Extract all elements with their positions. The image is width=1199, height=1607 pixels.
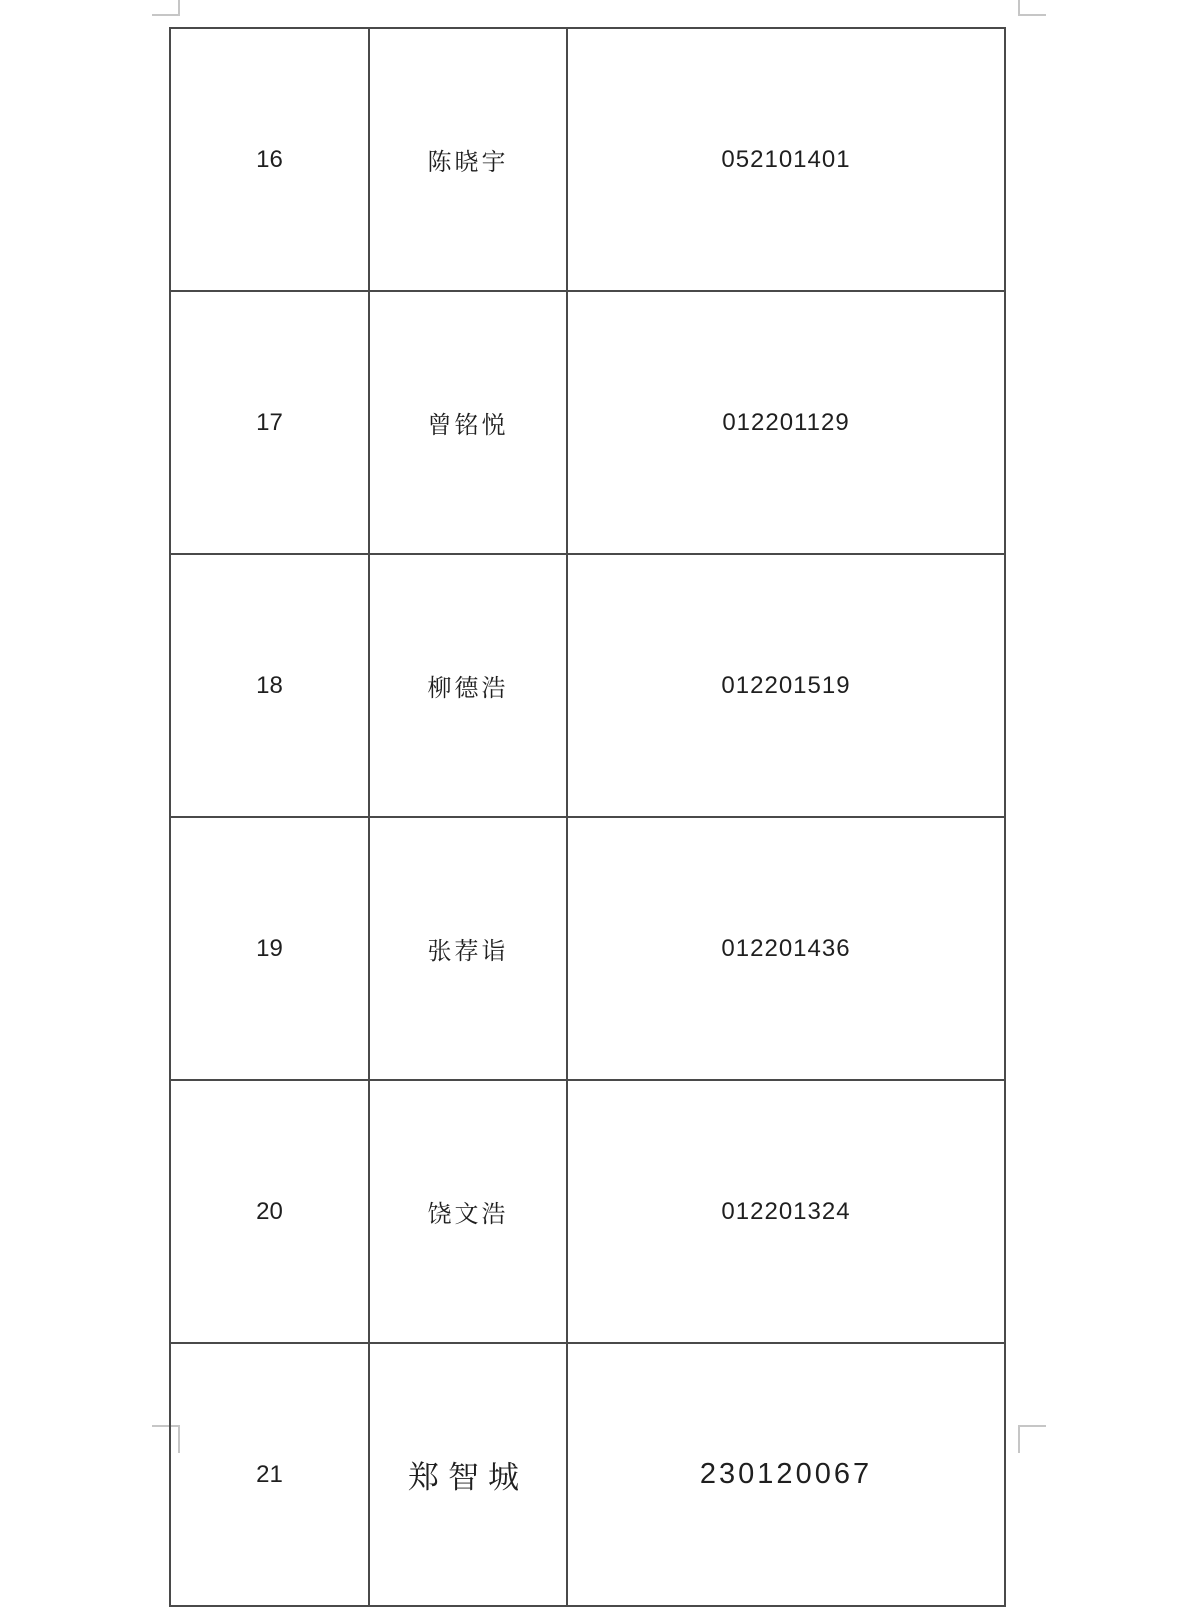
- table-row: [170, 28, 1005, 291]
- table-row: [170, 291, 1005, 554]
- student-id-cell: 012201519: [567, 554, 1005, 817]
- table-row: [170, 817, 1005, 1080]
- student-id-cell: 012201129: [567, 291, 1005, 554]
- student-id-cell: 012201436: [567, 817, 1005, 1080]
- row-number-cell: 18: [170, 554, 369, 817]
- name-cell: 曾铭悦: [369, 291, 567, 554]
- table-row: [170, 554, 1005, 817]
- table-row: [170, 1080, 1005, 1343]
- row-number-cell: 19: [170, 817, 369, 1080]
- row-number-cell: 16: [170, 28, 369, 291]
- name-cell: 张荐诣: [369, 817, 567, 1080]
- student-id-cell: 012201324: [567, 1080, 1005, 1343]
- roster-table: [169, 27, 1006, 1607]
- crop-mark-top-left-icon: [152, 0, 180, 16]
- name-cell: 陈晓宇: [369, 28, 567, 291]
- name-cell: 饶文浩: [369, 1080, 567, 1343]
- row-number-cell: 17: [170, 291, 369, 554]
- name-cell: 柳德浩: [369, 554, 567, 817]
- crop-mark-top-right-icon: [1018, 0, 1046, 16]
- table-row: [170, 1343, 1005, 1606]
- student-id-cell: 052101401: [567, 28, 1005, 291]
- row-number-cell: 20: [170, 1080, 369, 1343]
- name-cell: 郑智城: [369, 1343, 567, 1606]
- crop-mark-bottom-right-icon: [1018, 1425, 1046, 1453]
- student-id-cell: 230120067: [567, 1343, 1005, 1606]
- row-number-cell: 21: [170, 1343, 369, 1606]
